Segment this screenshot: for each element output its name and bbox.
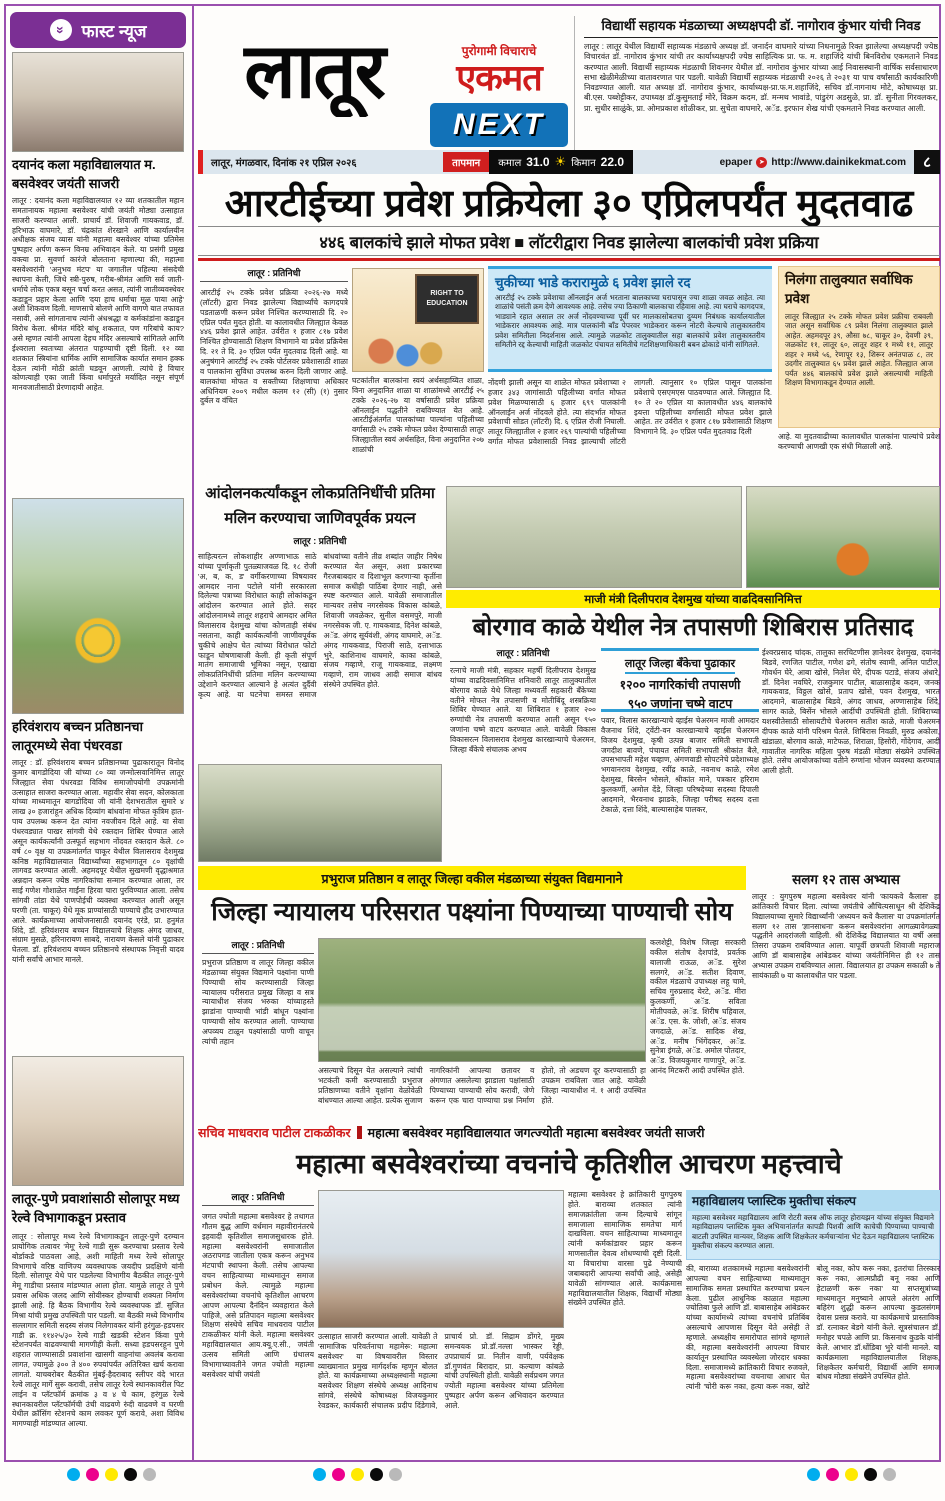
- rent-box-body: आरटीई २५ टक्के प्रवेशाचा ऑनलाईन अर्ज भरताना बालकाच्या घरापासून ज्या शाळा जवळ आहेत. त्या शाळांचे पसंती क्रम देणे आवश्यक आहे. तसेच ज्या ठिकाणी बालकाचा रहिवास आहे. त्या घराचे कागदपत्र, भाड्याने रहात असाल तर अर्ज नोंदवण्याच्या पूर्वी घर मालकासोबतचा दुय्यम निबंधक कार्यालयातील भाडेकरार आवश्यक आहे. मात्र पालकांनी बॉंड पेपरवर भाडेकरार करून नोटरी केल्याचे तालुकास्तरीय प्रवेश समितीला निदर्शनास आले. त्यामुळे जळकोट तालुक्यातील सहा बालकांचे प्रवेश तालुकास्तरीय समितीने रद्द केल्याची माहिती जळकोट पंचायत समितीचे गटशिक्षणाधिकारी बबन ढोकाडे यांनी सांगितले.: [495, 293, 765, 350]
- sidebar-article-1-body: लातूर : दयानंद कला महाविद्यालयात १२ व्या शतकातील महान समतानायक महात्मा बसवेश्वर यांची जयंती मोठ्या उत्साहात साजरी करण्यात आली. प्राचार्य डॉ. शिवाजी गायकवाड, डॉ. हरिभाऊ वाघमारे, डॉ. चंद्रकांत शेरखाने आणि कार्यालयीन अधीक्षक संजय व्यास यांनी महात्मा बसवेश्वर यांच्या प्रतिमेस पुष्पहार अर्पण करून विनम्र अभिवादन केले. या प्रसंगी प्रमुख वक्त्या प्रा. सुवर्णा कारंजे बोलताना म्हणाल्या की, महात्मा बसवेश्वरांनी 'अनुभव मंटप' या जगातील पहिल्या संसदेची स्थापना केली, जिथे स्त्री-पुरुष, गरीब-श्रीमंत आणि सर्व जाती-धर्माचे लोक एकत्र बसून चर्चा करत असत, त्यांनी जातीव्यवस्थेवर कडाडून प्रहार केला आणि 'दया हाच धर्माचा मूळ पाया आहे' अशी शिकवण दिली. माणसाचे बोलणे आणि वागणे यात तफावत नसावी, असे सांगतानाच त्यांनी अंधश्रद्धा व कर्मकांडांना कडाडून विरोध केला. श्रीमंत मंदिरे बांधू शकतात, पण गरिबांचे काय? असे म्हणत त्यांनी आपला देहच मंदिर असल्याचे सांगितले आणि ईश्वराला स्वतःच्या अंतरात पाहण्याची दृष्टी दिली. १२ व्या शतकात स्त्रियांना धार्मिक आणि सामाजिक कार्यात समान हक्क देऊन त्यांनी मोठी क्रांती घडवून आणली. त्यांचे हे विचार कोणत्याही एका जाती किंवा धर्मापुरते मर्यादित नसून संपूर्ण मानवजातीसाठी प्रेरणादायी आहेत.: [12, 196, 184, 393]
- court-banner: प्रभुराज प्रतिष्ठान व लातूर जिल्हा वकील मंडळाच्या संयुक्त विद्यमानाने: [198, 866, 746, 890]
- masthead-title: लातूर: [244, 29, 384, 114]
- epaper-label: epaper: [719, 156, 753, 168]
- basveshwar-kicker: [198, 1122, 758, 1142]
- basveshwar-byline: लातूर : प्रतिनिधी: [202, 1190, 314, 1206]
- lead-byline: लातूर : प्रतिनिधी: [200, 266, 348, 282]
- chevron-down-icon: »: [50, 19, 72, 41]
- eye-camp-byline: लातूर : प्रतिनिधी: [450, 646, 596, 662]
- next-logo: [430, 103, 568, 147]
- max-temp-value: 31.0: [526, 155, 550, 169]
- study-body: लातूर : युगपुरुष महात्मा बसवेश्वर यांनी 'कायकवे कैलास' हा क्रांतिकारी विचार दिला. त्यांच्या जयंतीचे औचित्यसाधून श्री देशिकेंद्र विद्यालयाच्या सुमारे विद्यार्थ्यांनी 'अध्ययन कवे कैलास' या उपक्रमांतर्गत सलग १२ तास 'ज्ञानसाधना' करून बसवेश्वरांना आगळ्यावेगळ्या पद्धतीने आदरांजली वाहिली. श्री देशिकेंद्र विद्यालयात या वर्षी असा तिसरा उपक्रम राबविण्यात आला. यापूर्वी छत्रपती शिवाजी महाराज आणि डॉ बाबासाहेब आंबेडकर यांच्या जयंतीनिमित्त ही १२ तास अभ्यास उपक्रम राबविण्यात आला. विद्यालयात हा उपक्रम सकाळी ७ ते सायंकाळी ७ या कालावधीत पार पडला.: [752, 892, 940, 980]
- photo-stage-program: [318, 1190, 564, 1328]
- nilanga-box: [778, 266, 940, 428]
- protest-headline: आंदोलनकर्त्यांकडून लोकप्रतिनिधींची प्रतिमा मलिन करण्याचा जाणिवपूर्वक प्रयत्न: [205, 485, 435, 527]
- lead-subhead: ४४६ बालकांचे झाले मोफत प्रवेश ■ लॉटरीद्वारा निवड झालेल्या बालकांची प्रवेश प्रक्रिया: [198, 226, 940, 256]
- basveshwar-under-photo-columns: उत्साहात साजरी करण्यात आली. यावेळी ते 'सामाजिक परिवर्तनाचा महामेरू: महात्मा बसवेश्वर' या विषयावरील विस्तार व्याख्यानात प्रमुख मार्गदर्शक म्हणून बोलत होते. या कार्यक्रमाच्या अध्यक्षस्थानी महात्मा बसवेश्वर शिक्षण संस्थेचे अध्यक्ष आदिनाथ सांगवे, संस्थेचे कोषाध्यक्ष विजयकुमार रेवडकर, कार्यकारी संचालक प्रदीप दिंडेगावे, प्राचार्य प्रो. डॉ. सिद्राम डोंगरे, मुख्य समन्वयक प्रो.डॉ.नल्ला भास्कर रेड्डी, उपप्राचार्य प्रा. नितीन वाणी, पर्यवेक्षक डॉ.गुणवंत बिरादार, प्रा. कल्याण कांबळे यांची उपस्थिती होती. यावेळी सर्वप्रथम जगत ज्योती महात्मा बसवेश्वर यांच्या प्रतिमेला पुष्पहार अर्पण करून अभिवादन करण्यात आले.: [318, 1332, 564, 1411]
- lead-below-blue-columns: नोंदणी झाली असून या शाळेत मोफत प्रवेशाच्या २ हजार ३४३ जागांसाठी पहिलीच्या वर्गात मोफत प्रवेश मिळण्यासाठी ६ हजार ६९९ पालकांनी ऑनलाईन अर्ज नोंदवले होते. त्या संदर्भात मोफत प्रवेशाची सोडत (लॉटरी) दि. ६ एप्रिल रोजी निघाली. लातूर जिल्ह्यातील २ हजार २६९ पाल्यांची पहिलीच्या वर्गात मोफत प्रवेशासाठी निवड झाल्याची लॉटरी लागली. त्यानुसार १० एप्रिल पासून पालकांना प्रवेशाचे एसएमएस पाठवण्यात आले. जिल्ह्यात दि. १० ते २० एप्रिल या कालावधीत ४४६ बालकांचे इयत्ता पहिलीच्या वर्गासाठी मोफत प्रवेश झाले आहेत. तर उर्वरीत १ हजार ८१७ प्रवेशासाठी शिक्षण विभागाने दि. ३० एप्रिल पर्यंत मुदतवाढ दिली: [488, 378, 772, 447]
- registration-marks-left: [64, 1468, 159, 1486]
- sidebar-article-3-headline: लातूर-पुणे प्रवाशांसाठी सोलापूर मध्य रेल्वे विभागाकडून प्रस्ताव: [12, 1191, 180, 1225]
- highlight-line-2: १२०० नागरिकांची तपासणी: [619, 678, 741, 692]
- brand-block: [430, 42, 568, 147]
- court-column-left: प्रभुराज प्रतिष्ठाण व लातूर जिल्हा वकील मंडळाच्या संयुक्त विद्यमाने पक्ष्यांना पाणी पिण्याची सोय करण्यासाठी जिल्हा न्यायालय परीसरात प्रमुख जिल्हा व सत्र न्यायाधीश संजय भरुका यांच्याहस्ते झाडांना पाण्याची भांडी बांधून पक्ष्यांना पाण्याची सोय करण्यात आली. पाण्याचा अपव्यय टाळून पक्ष्यांसाठी पाणी वाचून त्यांची तहान: [202, 958, 314, 1046]
- eye-camp-photo-caption: माजी मंत्री दिलीपराव देशमुख यांच्या वाढदिवसानिमित्त: [446, 590, 940, 608]
- highlight-line-3: ९५० जणांना चष्मे वाटप: [627, 697, 733, 711]
- basveshwar-column-1: जगत ज्योती महात्मा बसवेश्वर हे तथागत गौतम बुद्ध आणि वर्धमान महावीरानंतरचे इहवादी कृतिशील समाजसुधारक होते. महात्मा बसवेश्वरांनी समाजातील अठरापगड जातीला एकत्र करून अनुभव मंटपाची स्थापना केली. तसेच आपल्या वचन साहित्याच्या माध्यमातून समाज प्रबोधन केले. त्यामुळे महात्मा बसवेश्वरांच्या वचनांचे कृतिशील आचरण आपण आपल्या दैनंदिन व्यवहारात केले पाहिजे, असे प्रतिपादन महात्मा बसवेश्वर शिक्षण संस्थेचे सचिव माधवराव पाटील टाकळीकर यांनी केले. महात्मा बसवेश्वर महाविद्यालयात आय.क्यू.ए.सी., जयंती उत्सव समिती आणि ग्रंथालय विभागाच्यावतीने जगत ज्योती महात्मा बसवेश्वर यांची जयंती: [202, 1212, 314, 1379]
- eye-camp-headline: बोरगाव काळे येथील नेत्र तपासणी शिबिरास प्रतिसाद: [472, 614, 914, 641]
- nilanga-box-body: लातूर जिल्ह्यात २५ टक्के मोफत प्रवेश प्रक्रीया राबवली जात असून सर्वाधिक ८९ प्रवेश निलंगा तालुक्यात झाले आहेत. अहमदपूर ३९, औसा ७८, चाकूर ३०, देवणी ३९, जळकोट ११, लातूर ६०, लातूर शहर १ मध्ये ११, लातूर शहर २ मध्ये ५६, रेणापूर १३, शिरूर अनंतपाळ ८, तर उदगीर तालुक्यात ६५ प्रवेश झाले आहेत. जिल्ह्यात आज पर्यंत ४४६ बालकांचे प्रवेश झाले असल्याची माहिती शिक्षण विभागाकडून देण्यात आली.: [785, 311, 933, 388]
- max-temp-label: कमाल: [498, 158, 522, 169]
- court-below-photo-columns: असल्याचे दिसून येत असल्याने त्यांची भटकंती कमी करण्यासाठी प्रभुराज प्रतिष्ठाणच्या वतीने वृक्षांना वेळोवेळी बांधण्यात आल्या आहेत. प्रत्येक सुजाण नागरिकांनी आपल्या छतावर व अंगणात असलेल्या झाडाला पक्षांसाठी पिण्याच्या पाण्याची सोय करावी, जेणे करून एक चारा पाण्याचा प्रश्न निर्माण होतो, तो अडचण दूर करण्यासाठी हा उपक्रम राबविला जात आहे. यावेळी जिल्हा न्यायाधीश नं. १ आदी उपस्थित होते.: [318, 1066, 646, 1105]
- basveshwar-headline: महात्मा बसवेश्वरांच्या वचनांचे कृतिशील आचरण महत्त्वाचे: [296, 1149, 842, 1179]
- epaper-icon: ➤: [756, 157, 767, 168]
- dateline-accent: [198, 150, 203, 174]
- epaper-url[interactable]: http://www.dainikekmat.com: [771, 156, 907, 168]
- kicker-black-text: महात्मा बसवेश्वर महाविद्यालयात जगत्ज्योती महात्मा बसवेश्वर जयंती साजरी: [367, 1125, 705, 1140]
- sidebar-article-1-headline: दयानंद कला महाविद्यालयात म. बसवेश्वर जयंती साजरी: [12, 157, 156, 191]
- plastic-box-body: महात्मा बसवेश्वर महाविद्यालय आणि रोटरी क्लब ऑफ लातूर होरायझन यांच्या संयुक्त विद्यमाने महाविद्यालय प्लास्टिक मुक्त अभियानांतर्गत कापडी पिशवी आणि काचेची पिण्याच्या पाण्याची बाटली उपस्थित मान्यवर, शिक्षक आणि शिक्षकेतर कर्मचाऱ्यांना भेट देऊन महाविद्यालय प्लास्टिक मुक्तीचा संकल्प करण्यात आला.: [692, 1213, 934, 1251]
- eye-camp-column-1: रत्नाचे माजी मंत्री, सहकार महर्षी दिलीपराव देशमुख यांच्या वाढदिवसानिमित्त शनिवारी लातूर तालुक्यातील बोरगाव काळे येथे जिल्हा मध्यवर्ती सहकारी बँकेच्या वतीने मोफत नेत्र तपासणी व मोतीबिंदू शस्त्रक्रिया शिबिर घेण्यात आले. या शिबिरात १ हजार २०० रुग्णांची नेत्र तपासणी करण्यात आली असून ९५० जणांना चष्मे वाटप करण्यात आले. यावेळी विकास विकासरत्न विलासराव देशमुख कारखान्याचे चेअरमन, जिल्हा बँकेचे संचालक अभय: [450, 666, 596, 754]
- sidebar-article-3-body: लातूर : सोलापूर मध्य रेल्वे विभागाकडून लातूर-पुणे दरम्यान प्रायोगिक तत्वावर 'मेमू' रेल्वे गाडी सुरू करण्याचा प्रस्ताव रेल्वे बोर्डाकडे पाठवला आहे, अशी माहिती मध्य रेल्वे सोलापूर विभागाचे वरिष्ठ वाणिज्य व्यवस्थापक जयदीप प्रदक्षिणे यांनी दिली. सोलापूर येथे पार पडलेल्या विभागीय बैठकीत लातूर-पुणे मेमू गाडीचा प्रस्ताव मांडण्यात आला होता. यामुळे लातूर ते पुणे प्रवास अधिक जलद आणि सोयीस्कर होण्याची शक्यता निर्माण झाली आहे. हि बैठक विभागीय रेल्वे व्यवस्थापक डॉ. सुजित मिश्रा यांची प्रमुख उपस्थिती पार पडली. या बैठकी मध्ये विभागीय सल्लागार समिती सदस्य संजय निलेगावकर यांनी हरंगुळ-हडपसर गाडी क्र. ११४२५/३० रेल्वे गाडी खडकी स्टेशन किंवा पुणे स्टेशनपर्यंत वाढवण्याची मागणीही केली. सध्या हडपसरहून पुणे शहरात जाण्यासाठी प्रवाशांना खासगी वाहनांचा अवलंब करावा लागत, ज्यामुळे ३०० ते ४०० रुपयांपर्यंत अतिरिक्त खर्च करावा लागतो. याचबरोबर बैठकीत मुंबई-हैदराबाद स्लीपर वंदे भारत रेल्वे लातूर मार्गे सुरू करावी, तसेच लातूर रेल्वे स्थानकावरील पिट लाईन व प्लॅटफॉर्म क्रमांक ३ व ४ चे काम, हरंगुळ रेल्वे स्थानकावरील प्लॅटफॉर्मची उंची वाढवणे रुंदी वाढवणे व घरणी येथील क्रॉसिंग स्टेशनचे काम लवकर पूर्ण करावे, अशा विविध मागण्याही मांडण्यात आल्या.: [12, 1232, 184, 1429]
- kicker-red-text: सचिव माधवराव पाटील टाकळीकर: [198, 1125, 351, 1140]
- photo-ribbon-cutting: [446, 486, 742, 588]
- plastic-box-headline: महाविद्यालय प्लास्टिक मुक्तीचा संकल्प: [686, 1190, 940, 1211]
- eye-camp-highlight-box: [601, 648, 759, 712]
- top-article-headline: विद्यार्थी सहायक मंडळाच्या अध्यक्षपदी डॉ. नागोराव कुंभार यांची निवड: [584, 16, 938, 38]
- red-rule: [198, 258, 940, 261]
- fast-news-header: [10, 12, 186, 48]
- registration-marks-center: [310, 1468, 405, 1486]
- rte-cartoon: [352, 268, 484, 372]
- registration-marks-right: [804, 1468, 899, 1486]
- brand-tagline: पुरोगामी विचाराचे: [461, 44, 537, 58]
- study-headline: सलग १२ तास अभ्यास: [792, 872, 900, 887]
- basveshwar-under-box-columns: की, बाराव्या शतकामध्ये महात्मा बसवेश्वरांनी आपल्या वचन साहित्याच्या माध्यमातून सामाजिक समता प्रस्थापित करण्याचा प्रयत्न केला. पुढील आधुनिक काळात महात्मा ज्योतिबा फुले आणि डॉ. बाबासाहेब आंबेडकर यांच्या कार्यामध्ये त्यांच्या वचनांचे प्रतिबिंब असल्याचे आपणास दिसून येते असेही ते म्हणाले. अध्यक्षीय समारोपात सांगवे म्हणाले की, महात्मा बसवेश्वरांनी आपल्या विचार कार्यातून प्रस्थापित व्यवस्थेला जोरदार धक्का दिला. समाजामध्ये क्रांतिकारी विचार रुजवले, महात्मा बसवेश्वरांच्या वचनाचा आधार घेत त्यांनी 'चोरी करू नका, हत्या करू नका, खोटे बोलू नका, कोप करू नका, इतरांचा तिरस्कार करू नका, आत्मप्रौढी बनू नका आणि हेटाळणी करू नका' या सप्तसूत्रांच्या माध्यमातून मनुष्याने आपले अंतरंग आणि बहिरंग शुद्धी करून आपल्या कुडलसंगम देवास प्रसन्न करावे. या कार्यक्रमाचे प्रास्ताविक डॉ. रत्नाकर बेडगे यांनी केले. सूत्रसंचालन डॉ. मनोहर चपळे आणि प्रा. किसनाथ कुडके यांनी केले. आभार डॉ.धोंडिबा भुरे यांनी मानले. या कार्यक्रमाला महाविद्यालयातील शिक्षक, शिक्षकेतर कर्मचारी, विद्यार्थी आणि समाज बांधव मोठ्या संख्येने उपस्थित होते.: [686, 1264, 940, 1392]
- page-number: ८: [914, 150, 940, 174]
- blackboard-illustration: RIGHT TO EDUCATION: [415, 274, 479, 324]
- photo-tree-plantation: [12, 498, 184, 714]
- min-temp-label: किमान: [571, 158, 596, 169]
- sun-icon: ☀: [554, 154, 567, 169]
- eye-camp-column-2: पवार, विलास कारखान्याचे व्हाईस चेअरमन माजी आमदार वैजनाथ शिंदे, ट्वेंटी-वन कारखान्याचे व्हाईस चेअरमन विजय देशमुख, कृषी उत्पन्न बाजार समिती सभापती जगदीश बावणे, पंचायत समिती सभापती श्रीकांत बैले, उपसभापती महेश चव्हाण, अंगणवाडी सोपटनेचे प्रदेशाध्यक्ष भगवानराव देशमुख, रवींद्र काळे, नवनाथ काळे, रमेश देशमुख, बिरसेन भोसले, श्रीकांत माने, पत्रकार हरिराम कुलकर्णी, अमोल देंडे, जिल्हा परिषदेच्या सदस्या दिपाली आदमाने, भैरवनाथ झाडके, जिल्हा परीषद सदस्य दत्ता टेकाळे, दत्ता शिंदे, बाल्यासाहेब पालकर,: [601, 716, 759, 814]
- photo-railway-meeting: [12, 1056, 184, 1186]
- top-right-article: [574, 16, 938, 152]
- protest-body: साहित्यरत्न लोकशाहीर अण्णाभाऊ साठे यांच्या पूर्णाकृती पुतळ्याजवळ दि. १८ रोजी 'अ, ब, क, ड' वर्गीकरणाच्या विषयावर आमदार नाना पटोले यांनी सरकारला दिलेल्या पत्राच्या विरोधात काही लोकांकडून आंदोलन करण्यात आले होते. सदर आंदोलनामध्ये लातूर शहराचे आमदार अमित विलासराव देशमुख यांचा कोणताही संबंध नसताना, काही कार्यकर्त्यांनी जाणीवपूर्वक चुकीचे आक्षेप घेत त्यांच्या विरोधात फोटो फाडून घोषणाबाजी केली. ही कृती संपूर्ण मातंग समाजाची भूमिका नसून, एखाद्या लोकप्रतिनिधींची प्रतिमा मलिन करण्याच्या उद्देशाने करण्यात आल्याने हे अत्यंत दुर्दैवी कृत्य आहे. या घटनेचा समस्त समाज बांधवांच्या वतीने तीव्र शब्दांत जाहीर निषेध करण्यात येत असून, अशा प्रकारच्या गैरजबाबदार व दिशाभूल करणाऱ्या कृतींना समाज कधीही पाठिंबा देणार नाही, असे स्पष्ट करण्यात आले. यावेळी समाजातील मान्यवर तसेच नगरसेवक विकास कांबळे, शिवाजी जवळेकर, सुनील वसमपुरे, माजी नगरसेवक जी. ए. गायकवाड, दिनेश कांबळे, अॅड. अंगद सूर्यवंशी, अंगद वाघमारे, अॅड. अंगद गायकवाड, पिराजी साठे, दत्ताभाऊ भुरे, काशिनाथ वाघमारे, काका कांबळे, संजय गव्हाणे, राजू गायकवाड, लक्ष्मण गव्हाणे, राम जाधव आदी समाज बांधव संस्थेने उपस्थित होते.: [198, 552, 442, 700]
- lead-headline: आरटीईच्या प्रवेश प्रक्रियेला ३० एप्रिलपर्यंत मुदतवाढ: [224, 183, 914, 225]
- fast-news-label: फास्ट न्यूज: [81, 21, 147, 41]
- photo-protest-group: [198, 764, 442, 862]
- court-column-right: कलशेट्टी, विशेष जिल्हा सरकारी वकील संतोष देशपांडे, प्रवर्तक बालाजी राऊळ, अॅड. सुरेश सलगरे, अॅड. सतीश दिवाण, वकील मंडळाचे उपाध्यक्ष लहू चामे, सचिव गुरुप्रसाद येरटे, अॅड. मीरा कुलकर्णी, अॅड. सविता मोतीपवळे, अॅड. शिरीष घहिवाल, अॅड. एस. के. जोशी, अॅड. संजय जगदाळे, अॅड. सादिक शेख, अॅड. मनीष भिंगेंदकर, अॅड. सुनेत्रा इंगळे, अॅड. अमोल पोतदार, अॅड. विजयकुमार गाणापुरे, अॅड. आनंद मिटकरी आदी उपस्थित होते.: [650, 938, 746, 1076]
- eye-camp-column-3: ईश्वरप्रसाद चांदक, तालुका सरचिटणीस ज्ञानेश्वर देशमुख, दयानंद बिडवे, रणजित पाटील, गणेश ढगे, संतोष स्वामी, अनिल पाटील, गोवर्धन घेरे, आबा खोसे, निलेश घेरे, दीपक पटाडे, संजय अंधारे, डॉ. दिनेश नवघिरे, राजकुमार पाटील, बाळासाहेब कदम, जनक गायकवाड, विठ्ठल खोसे, प्रताप खोसे, पवन देशमुख, भारत आदमाने, बाळासाहेब बिडवे, अंगद जाधव, अण्णासाहेब शिंदे, सागर काळे, बिर्सेन भोसले आदींची उपस्थिती होती. शिबिराच्या यशस्वीतेसाठी सोसायटीचे चेअरमन सतीश काळे, माजी चेअरमन दीपक काळे यांनी परिश्रम घेतले. शिबिरास निवळी, मुरुड अकोला, खंडाळा, बोरगाव काळे, माटेफळ, शिराळा, हिसोरी, गोंदेगाव, आदी गावातील नागरिक महिला पुरुष मंडळी मोठ्या संख्येने उपस्थित होते. तसेच आयोजकांच्या वतीने रुग्णांना भोजन व्यवस्था करण्यात आली होती.: [762, 648, 940, 776]
- date-text: लातूर, मंगळवार, दिनांक २१ एप्रिल २०२६: [211, 158, 357, 169]
- photo-seated-crowd: [746, 486, 940, 588]
- plastic-pledge-box: [686, 1190, 940, 1260]
- next-logo-text: NEXT: [452, 107, 545, 141]
- rent-box-headline: चुकीच्या भाडे करारामुळे ६ प्रवेश झाले रद: [495, 275, 691, 290]
- protest-byline: लातूर : प्रतिनिधी: [293, 536, 347, 546]
- lead-column-2: घटकांतील बालकांना स्वयं अर्थसहाय्यित शाळा, विना अनुदानित शाळा या शाळांमध्ये आरटीई २५ टक्के २०२६-२७ या वर्षासाठी प्रवेश प्रक्रिया ऑनलाईन पद्धतीने राबविण्यात येत आहे. आरटीईअंतर्गत पालकांच्या पाल्यांना पहिलीच्या वर्गासाठी २५ टक्के मोफत प्रवेश देण्यासाठी लातूर जिल्ह्यातील स्वयं अर्थसहित, विना अनुदानित २०७ शाळांची: [352, 376, 484, 455]
- photo-college-event: [12, 52, 184, 152]
- photo-court-event: [318, 938, 646, 1062]
- sidebar-article-2-headline: हरिवंशराय बच्चन प्रतिष्ठानचा लातूरमध्ये सेवा पंधरवडा: [12, 719, 143, 753]
- sidebar-divider: [192, 6, 194, 1460]
- kicker-divider: [357, 1126, 362, 1139]
- brand-name: एकमत: [456, 57, 542, 98]
- court-byline: लातूर : प्रतिनिधी: [202, 938, 314, 954]
- basveshwar-middle-column: महात्मा बसवेश्वर हे क्रांतिकारी युगपुरुष होते. बाराव्या शतकात त्यांनी समाजक्रांतीला जन्म दिल्याचे सांगून समाजाला सामाजिक समतेचा मार्ग दाखविला. वचन साहित्याच्या माध्यमातून त्यांनी कर्मकांडावर प्रहार करून माणसातील देवत्व शोधण्याची दृष्टी दिली. या विचारांचा वारसा पुढे नेण्याची जबाबदारी आपल्या सर्वांची आहे, असेही यावेळी सांगण्यात आले. कार्यक्रमास महाविद्यालयातील शिक्षक, विद्यार्थी मोठ्या संख्येने उपस्थित होते.: [568, 1190, 682, 1308]
- temperature-readout: [489, 150, 633, 174]
- sidebar-article-2-body: लातूर : डॉ. हरिवंशराय बच्चन प्रतिष्ठानच्या पुढाकारातून विनोद कुमार बागडोदिया जी यांच्या ८० व्या जन्मोत्सवानिमित्त लातूर जिल्ह्यात सेवा पंधरवडा विविध समाजोपयोगी उपक्रमांनी उत्साहात साजरा करण्यात आला. महावीर सेवा सदन, कोलकाता यांच्या माध्यमातून बागडोदिया जी यांनी देशभरातील सुमारे ४ लाख ३० हजारांहून अधिक दिव्यांग बांधवांना मोफत कृत्रिम हात-पाय उपलब्ध करून देत त्यांना नवजीवन दिले आहे. या सेवा पंधरवड्यात पाखर सांगवी येथे रक्तदान शिबिर घेण्यात आले असून कार्यकर्त्यांनी उत्स्फूर्त सहभाग नोंदवत रक्तदान केले. ८० वर्ष ८० वृक्ष या उपक्रमांतर्गत चाकूर येथील विलासराव देशमुख कनिष्ठ महाविद्यालयात विद्यार्थ्यांच्या सहभागातून ८० वृक्षांची लागवड करण्यात आली. अहमदपूर येथील सुखमणी वृद्धाश्रमात अन्नदान करून ज्येष्ठ नागरिकांचा सन्मान करण्यात आला, तर साई गणेश गोशाळेत गाईंना हिरवा चारा पुरविण्यात आला. तसेच सांगवी तांडा येथे पाणपोईची व्यवस्था करण्यात आली असून घरणी (ता. चाकूर) येथे मूक प्राण्यांसाठी पाण्याचे हौद उभारण्यात आले. कार्यक्रमाच्या आयोजनासाठी दयानंद एरंडे, प्रा. हनुमंत शिंदे, डॉ. हरिवंशराय बच्चन विद्यालयाचे शिक्षक अंगद जाधव, संग्राम मुसळे, हरिनारायण साबदे, नारायण केसले यांनी पुढाकार घेतला. डॉ. हरिवंशराय बच्चन प्रतिष्ठानचे संस्थापक निवृत्ती यादव यांनी सर्वांचे आभार मानले.: [12, 758, 184, 965]
- lead-below-orange: आहे. या मुदतवाढीच्या कालावधीत पालकांना पाल्यांचे प्रवेश करण्याची आणखी एक संधी मिळाली आहे.: [778, 432, 940, 451]
- temperature-label: तापमान: [443, 152, 489, 172]
- dateline-bar: [198, 150, 940, 174]
- rent-agreement-box: [488, 266, 772, 372]
- highlight-line-1: लातूर जिल्हा बँकेचा पुढाकार: [625, 656, 735, 674]
- min-temp-value: 22.0: [600, 155, 625, 169]
- lead-column-1: आरटीई २५ टक्के प्रवेश प्रक्रिया २०२६-२७ मध्ये (लॉटरी) द्वारा निवड झालेल्या विद्यार्थ्यांचे कागदपत्रे पडताळणी करून प्रवेश निश्चित करण्यासाठी दि. २० एप्रिल पर्यंत मुदत होती. या कालावधीत जिल्ह्यात केवळ ४४६ प्रवेश झाले आहेत. उर्वरीत १ हजार ८१७ प्रवेश निश्चित होण्यासाठी शिक्षण विभागाने या प्रवेश प्रक्रियेस दि. २१ ते दि. ३० एप्रिल पर्यंत मुदतवाढ दिली आहे. या अनुषंगाने आरटीई २५ टक्के पोर्टलवर प्रवेशासाठी शाळा व पालकांना सुविधा उपलब्ध करुन दिली जाणार आहे. बालकांचा मोफत व सक्तीच्या शिक्षणाचा अधिकार अधिनियम २००९ मधील कलम १२ (सी) (१) नुसार दुर्बल व वंचित: [200, 288, 348, 406]
- nilanga-box-headline: निलंगा तालुक्यात सर्वाधिक प्रवेश: [785, 272, 913, 306]
- court-headline: जिल्हा न्यायालय परिसरात पक्ष्यांना पिण्याच्या पाण्याची सोय: [211, 898, 733, 926]
- top-article-body: लातूर : लातूर येथील विद्यार्थी सहाय्यक मंडळाचे अध्यक्ष डॉ. जनार्दन वाघमारे यांच्या निधनामुळे रिक्त झालेल्या अध्यक्षपदी ज्येष्ठ विचारवंत डॉ. नागोराव कुंभार यांची तर कार्याध्यक्षपदी ज्येष्ठ साहित्यिक प्रा. फ. म. शहाजिंदे यांची बिनविरोध एकमताने निवड करण्यात आली. विद्यार्थी सहाय्यक मंडळाची शिवनगर येथील डॉ. नागोराव कुंभार यांच्या आई निवासस्थानी वार्षिक सर्वसाधारण सभा खेळीमेळीच्या वातावरणात पार पडली. यावेळी विद्यार्थी सहाय्यक मंडळाची २०२६ ते २०३१ या पाच वर्षांसाठी कार्यकारिणी निवडण्यात आली. यात अध्यक्ष डॉ. नागोराव कुंभार, कार्याध्यक्ष-प्रा.फ.म.शहाजिंदे, सचिव डॉ.नागनाथ मोटे, कोषाध्यक्ष प्रा. बी.एस. पब्शेट्टीकर, उपाध्यक्ष डॉ.कुसुमताई मोरे, विक्रम कदम, डॉ. मन्मथ भावांडे, पांडुरंग अडसुळे, प्रा. डॉ. सुनीता गिरवलकर, प्रा. सुधीर साळुंके, प्रा. ओमप्रकाश शोळीकर, प्रा. सुचेता वाघमारे, अॅड. इरफान शेख यांची एकमताने निवड करण्यात आली.: [584, 42, 938, 113]
